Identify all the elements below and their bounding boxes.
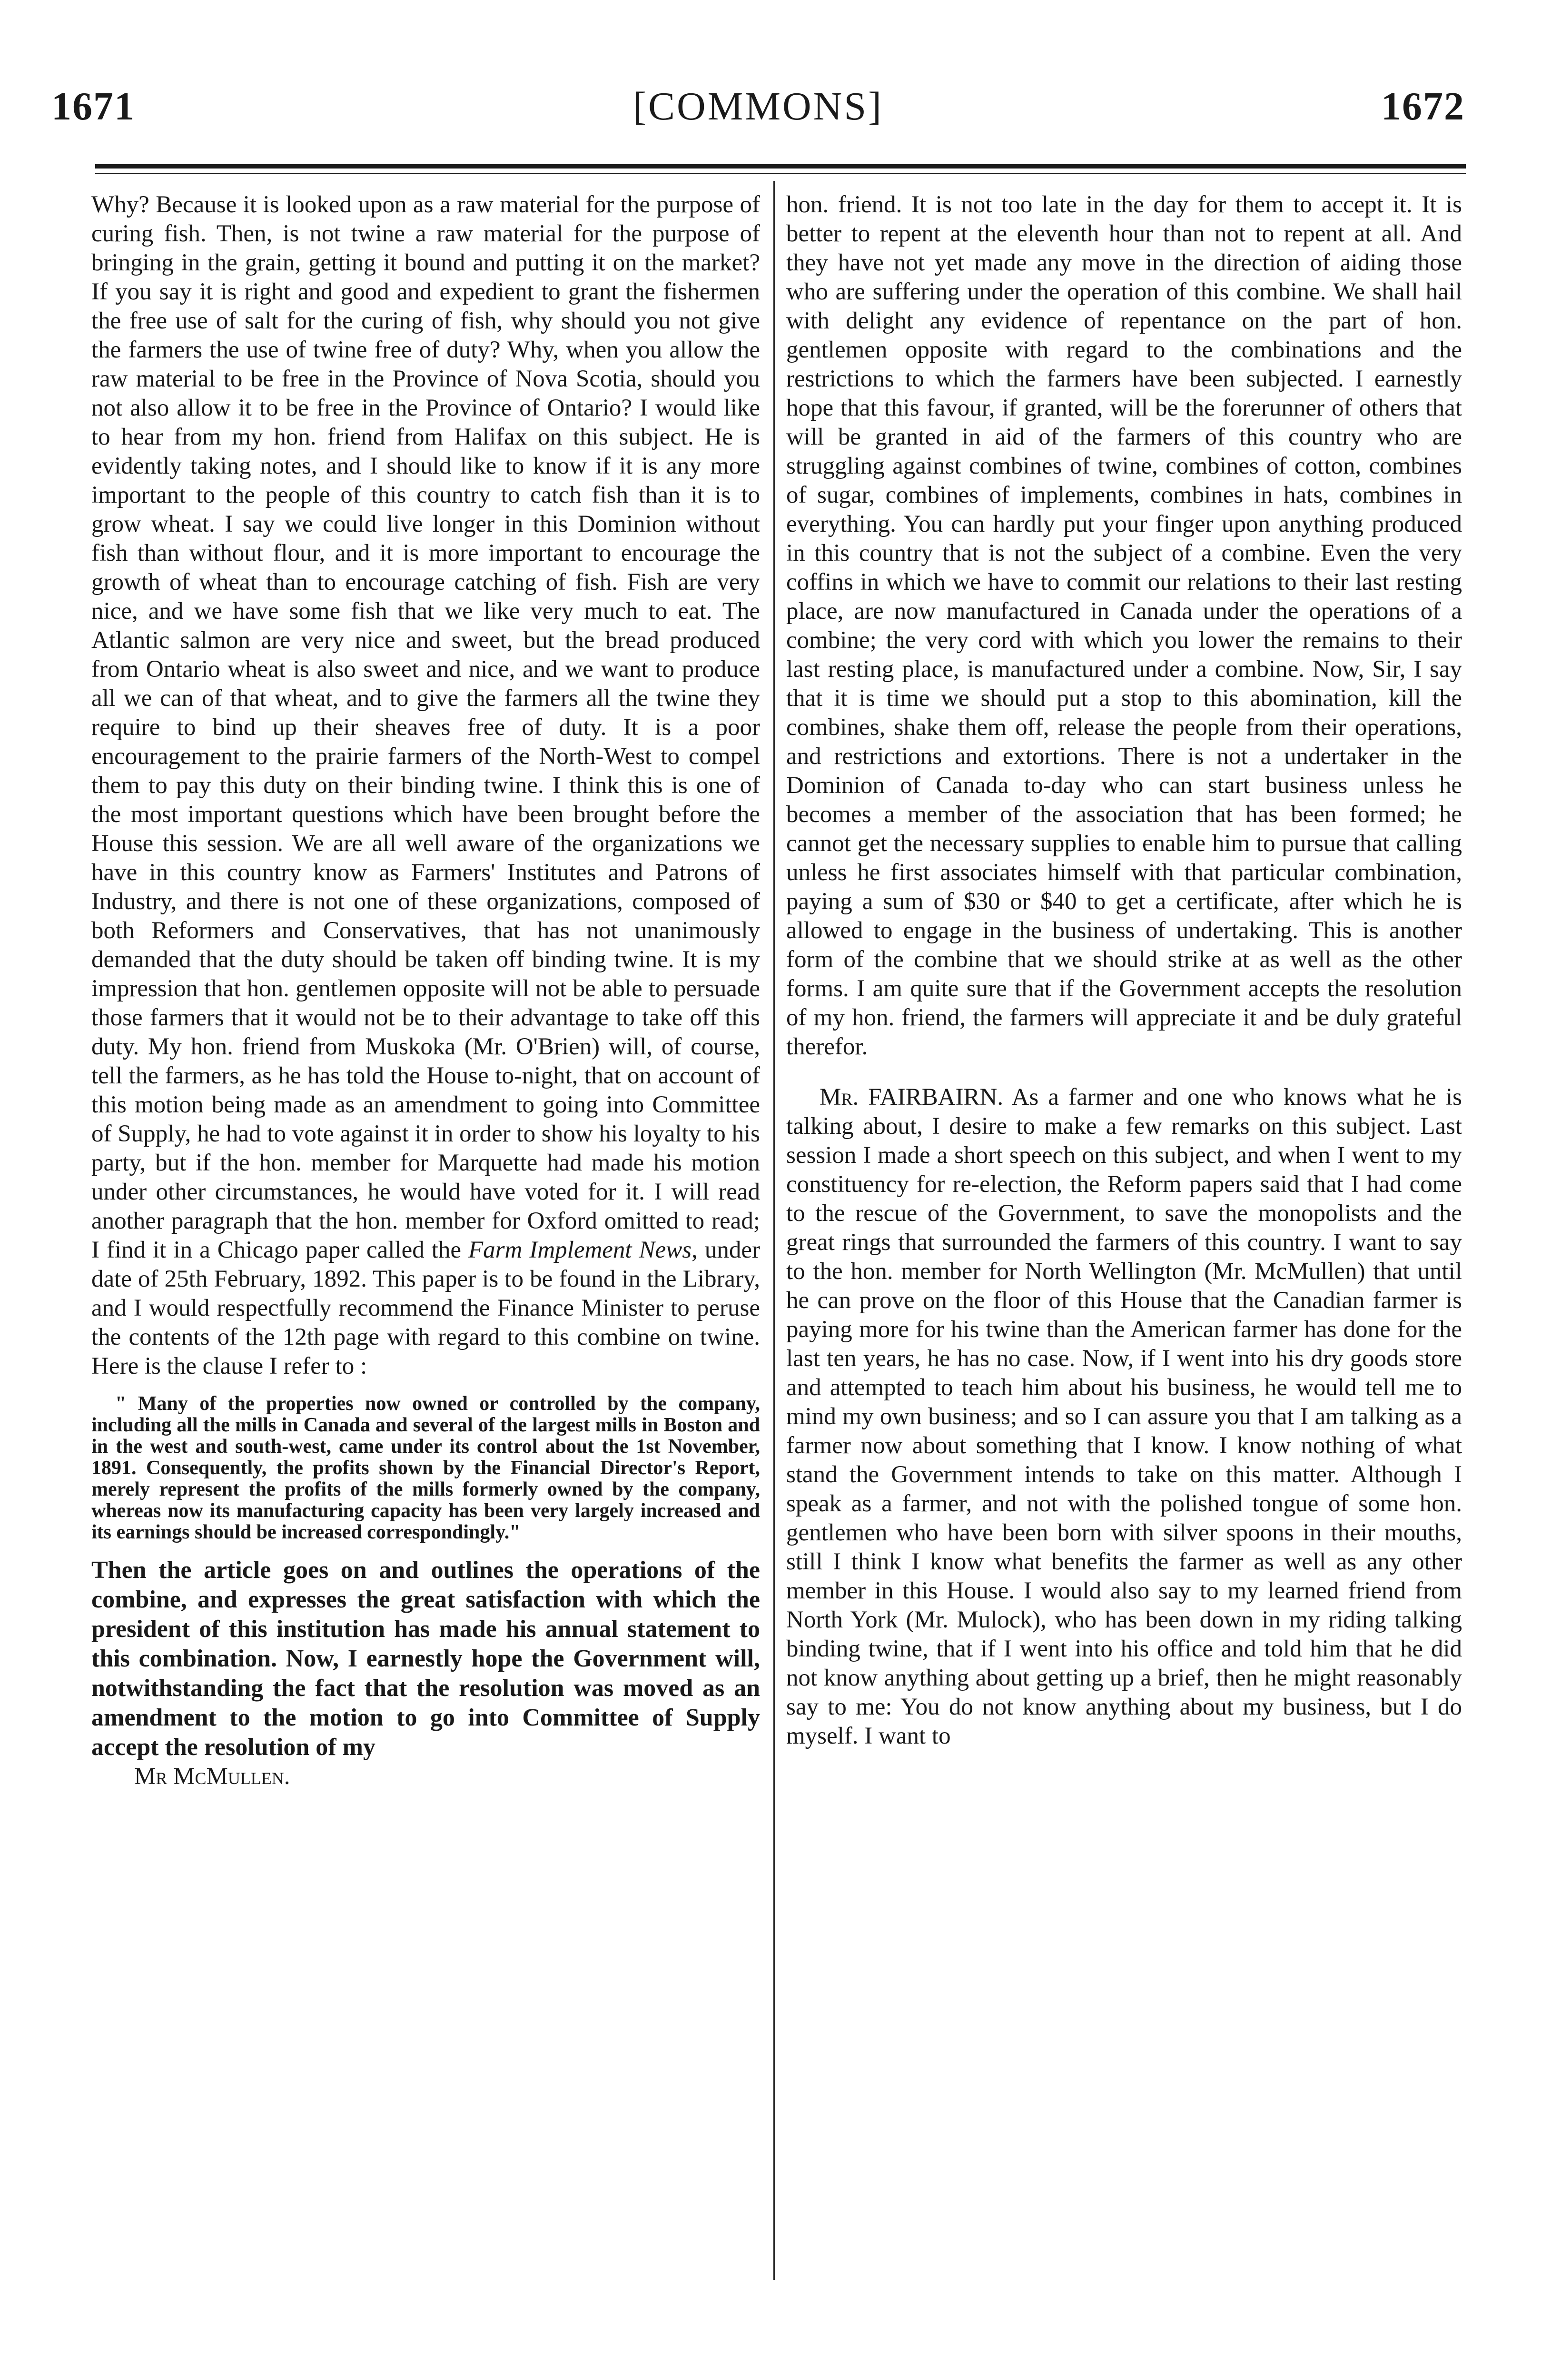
left-paragraph-1-end: , under date of 25th February, 1892. This paper is to be found in the Library, and I would respectfully recommend the Finance Minister to peruse the contents of the 12th page with regard to this combine on twine. Here is the clause I refer to : [91,1237,760,1379]
newspaper-title: Farm Implement News [468,1237,692,1263]
running-title: [COMMONS] [632,84,884,129]
block-quote: " Many of the properties now owned or controlled by the company, including all the mills in Canada and several of the largest mills in Boston and in the west and south-west, came under its control about the 1st November, 1891. Consequently, the profits shown by the Financial Director's Report, merely represent the profits of the mills formerly owned by the company, whereas now its manufacturing capacity has been very largely increased and its earnings should be increased correspondingly." [91,1393,760,1543]
left-paragraph-2: Then the article goes on and outlines the operations of the combine, and expresses the great satisfaction with which the president of this institution has made his annual statement to this combination. Now, I earnestly hope the Government will, notwithstanding the fact that the resolution was moved as an amendment to the motion to go into Committee of Supply accept the resolution of my [91,1557,760,1761]
left-paragraph-1 [91,190,760,1381]
speaker-name: Mr. FAIRBAIRN. [820,1084,1004,1111]
left-paragraph-1-text: Why? Because it is looked upon as a raw material for the purpose of curing fish. Then, is not twine a raw material for the purpose of bringing in the grain, getting it bound and putting it on the market? If you say it is right and good and expedient to grant the fishermen the free use of salt for the curing of fish, why should you not give the farmers the use of twine free of duty? Why, when you allow the raw material to be free in the Province of Nova Scotia, should you not also allow it to be free in the Province of Ontario? I would like to hear from my hon. friend from Halifax on this subject. He is evidently taking notes, and I should like to know if it is any more important to the people of this country to catch fish than it is to grow wheat. I say we could live longer in this Dominion without fish than without flour, and it is more important to encourage the growth of wheat than to encourage catching of fish. Fish are very nice, and we have some fish that we like very much to eat. The Atlantic salmon are very nice and sweet, but the bread produced from Ontario wheat is also sweet and nice, and we want to produce all we can of that wheat, and to give the farmers all the twine they require to bind up their sheaves free of duty. It is a poor encouragement to the prairie farmers of the North-West to compel them to pay this duty on their binding twine. I think this is one of the most important questions which have been brought before the House this session. We are all well aware of the organizations we have in this country know as Farmers' Institutes and Patrons of Industry, and there is not one of these organizations, composed of both Reformers and Conservatives, that has not unanimously demanded that the duty should be taken off binding twine. It is my impression that hon. gentlemen opposite will not be able to persuade those farmers that it would not be to their advantage to take off this duty. My hon. friend from Muskoka (Mr. O'Brien) will, of course, tell the farmers, as he has told the House to-night, that on account of this motion being made as an amendment to going into Committee of Supply, he had to vote against it in order to show his loyalty to his party, but if the hon. member for Marquette had made his motion under other circumstances, he would have voted for it. I will read another paragraph that the hon. member for Oxford omitted to read; I find it in a Chicago paper called the [91,191,760,1263]
right-paragraph-1: hon. friend. It is not too late in the day for them to accept it. It is better to repent at the eleventh hour than not to repent at all. And they have not yet made any move in the direction of aiding those who are suffering under the operation of this combine. We shall hail with delight any evidence of repentance on the part of hon. gentlemen opposite with regard to the combinations and the restrictions to which the farmers have been subjected. I earnestly hope that this favour, if granted, will be the forerunner of others that will be granted in aid of the farmers of this country who are struggling against combines of twine, combines of cotton, combines of sugar, combines of implements, combines in hats, combines in everything. You can hardly put your finger upon anything produced in this country that is not the subject of a combine. Even the very coffins in which we have to commit our relations to their last resting place, are now manufactured in Canada under the operations of a combine; the very cord with which you lower the remains to their last resting place, is manufactured under a combine. Now, Sir, I say that it is time we should put a stop to this abomination, kill the combines, shake them off, release the people from their operations, and restrictions and extortions. There is not a undertaker in the Dominion of Canada to-day who can start business unless he becomes a member of the association that has been formed; he cannot get the necessary supplies to enable him to pursue that calling unless he first associates himself with that particular combination, paying a sum of $30 or $40 to get a certificate, after which he is allowed to engage in the business of undertaking. This is another form of the combine that we should strike at as well as the other forms. I am quite sure that if the Government accepts the resolution of my hon. friend, the farmers will appreciate it and be duly grateful therefor. [786,191,1462,1060]
page-number-left: 1671 [51,84,135,129]
right-paragraph-2 [786,1083,1462,1751]
right-paragraph-2-text: As a farmer and one who knows what he is talking about, I desire to make a few remarks on this subject. Last session I made a short speech on this subject, and when I went to my constituency for re-election, the Reform papers said that I had come to the rescue of the Government, to save the monopolists and the great rings that surrounded the farmers of this country. I want to say to the hon. member for North Wellington (Mr. McMullen) that until he can prove on the floor of this House that the Canadian farmer is paying more for his twine than the American farmer has done for the last ten years, he has no case. Now, if I went into his dry goods store and attempted to teach him about his business, he would tell me to mind my own business; and so I can assure you that I am talking as a farmer now about something that I know. I know nothing of what stand the Government intends to take on this matter. Although I speak as a farmer, and not with the polished tongue of some hon. gentlemen who have been born with silver spoons in their mouths, still I think I know what benefits the farmer as well as any other member in this House. I would also say to my learned friend from North York (Mr. Mulock), who has been down in my riding talking binding twine, that if I went into his office and told him that he did not know anything about getting up a brief, then he might reasonably say to me: You do not know anything about my business, but I do myself. I want to [786,1084,1462,1749]
header-rule-thin [95,173,1466,174]
header-rule-thick [95,164,1466,169]
page-number-right: 1672 [1381,84,1465,129]
right-column [786,190,1462,1751]
column-divider [773,181,775,2280]
speaker-signature: Mr McMullen. [134,1763,290,1790]
left-column [91,190,760,1791]
page-header [51,83,1465,140]
